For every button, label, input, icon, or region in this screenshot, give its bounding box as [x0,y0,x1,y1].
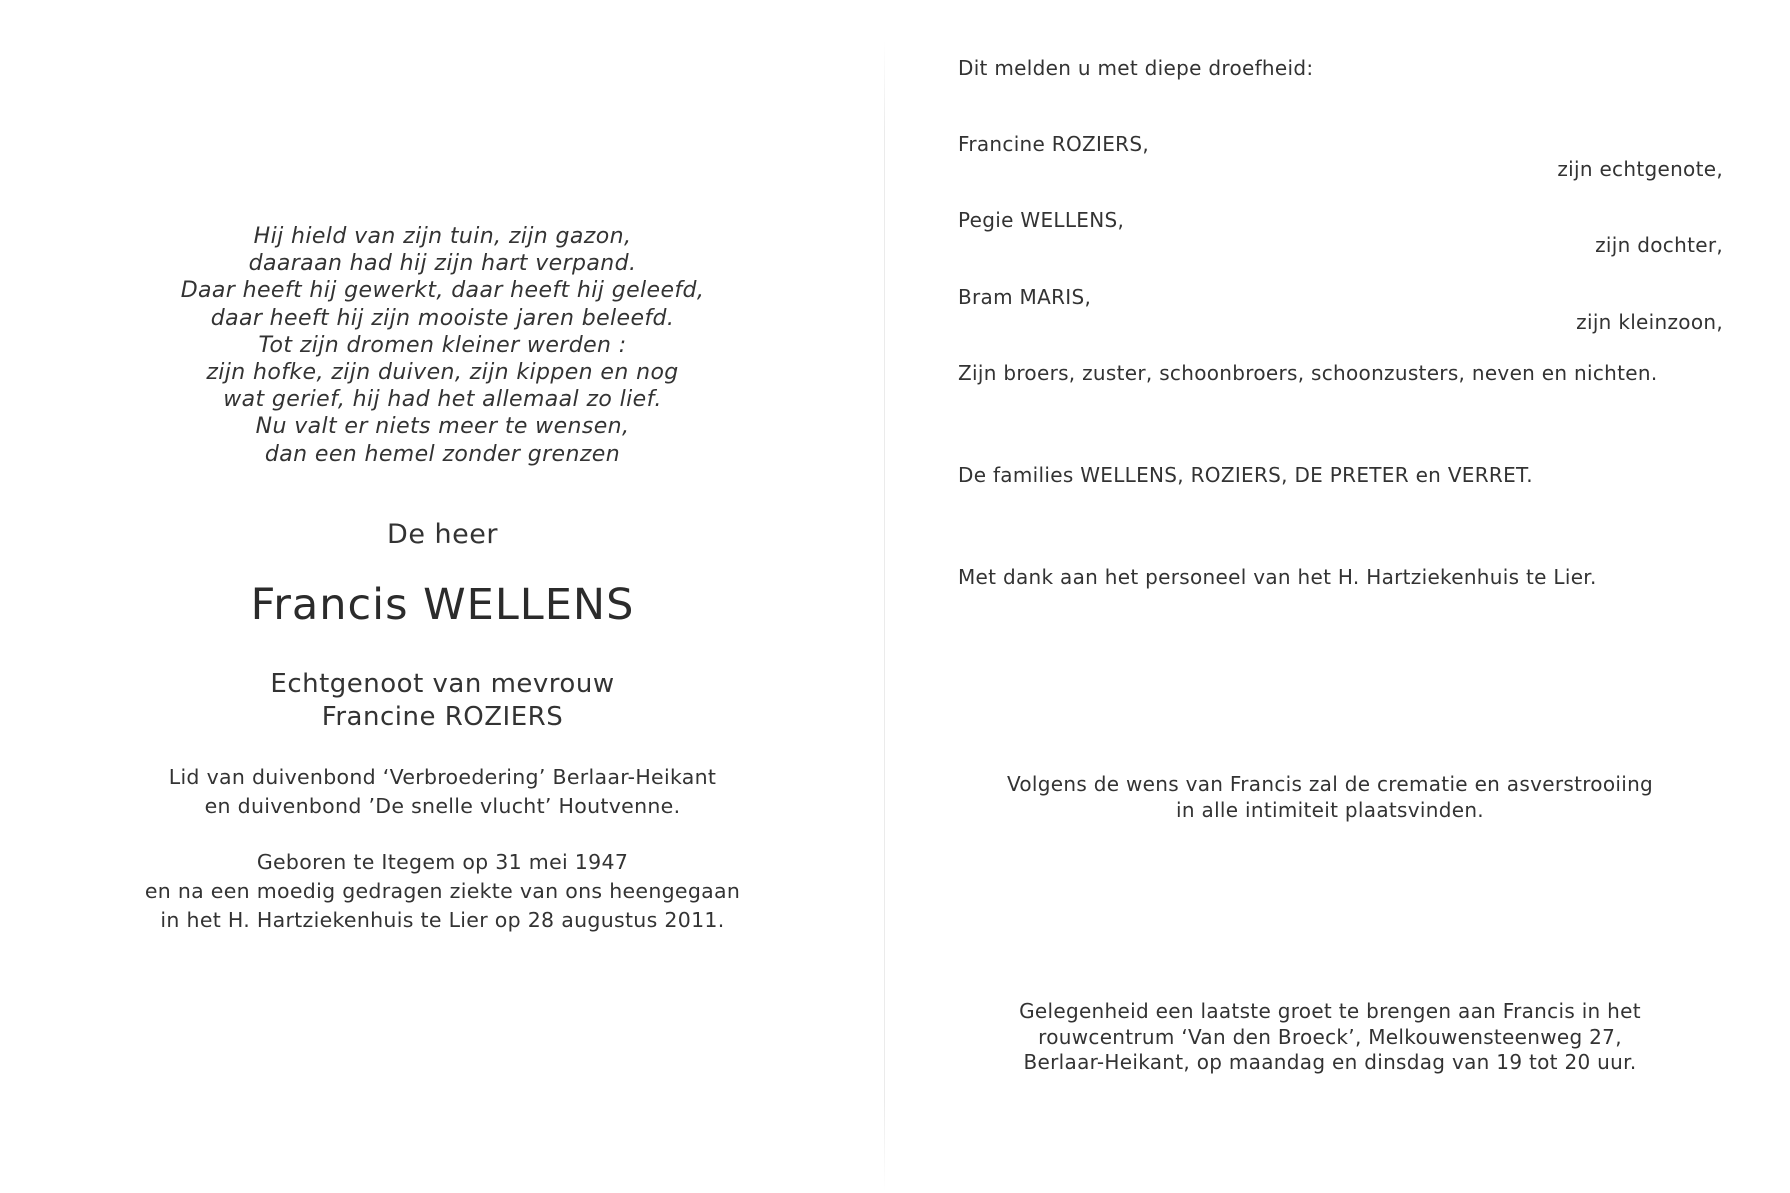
mourner-name: Pegie WELLENS, [958,208,1125,232]
poem-line: zijn hofke, zijn duiven, zijn kippen en nog [206,360,679,386]
visitation-line: rouwcentrum ‘Van den Broeck’, Melkouwensteenweg 27, [1038,1024,1622,1049]
wish-line: Volgens de wens van Francis zal de crematie en asverstrooiing [1006,772,1654,796]
membership-line: Lid van duivenbond ‘Verbroedering’ Berlaar-Heikant [168,765,717,789]
mourner-name: Francine ROZIERS, [958,132,1150,156]
membership-info [0,763,885,821]
mourner-relation: zijn echtgenote, [1557,157,1723,181]
families-text: De families WELLENS, ROZIERS, DE PRETER en VERRET. [958,463,1533,487]
deceased-name: Francis WELLENS [250,580,635,630]
cremation-wish [930,772,1730,823]
poem-line: Hij hield van zijn tuin, zijn gazon, [253,224,632,249]
mourner-name: Bram MARIS, [958,285,1092,309]
membership-line: en duivenbond ’De snelle vlucht’ Houtvenne. [204,794,681,818]
spouse-name: Francine ROZIERS [321,702,564,732]
right-page [885,0,1790,1193]
spouse-line: Echtgenoot van mevrouw [270,669,615,699]
relatives-text: Zijn broers, zuster, schoonbroers, schoonzusters, neven en nichten. [958,361,1658,385]
mourner-relation: zijn kleinzoon, [1576,310,1723,334]
poem-line: Nu valt er niets meer te wensen, [255,414,630,440]
poem-line: Daar heeft hij gewerkt, daar heeft hij geleefd, [180,278,705,304]
poem-line: wat gerief, hij had het allemaal zo lief. [223,387,662,413]
visitation-line: Gelegenheid een laatste groet te brengen aan Francis in het [1019,999,1641,1023]
honorific-title: De heer [387,519,498,550]
visitation-info [930,999,1730,1076]
birth-death-info [0,848,885,935]
intro-text: Dit melden u met diepe droefheid: [958,56,1314,80]
poem-line: daaraan had hij zijn hart verpand. [248,251,637,277]
mourner-relation: zijn dochter, [1595,233,1723,257]
left-page [0,0,885,1193]
thanks-text: Met dank aan het personeel van het H. Hartziekenhuis te Lier. [958,565,1597,589]
birth-line: Geboren te Itegem op 31 mei 1947 [256,850,629,874]
death-line: en na een moedig gedragen ziekte van ons heengegaan [144,879,741,903]
visitation-line: Berlaar-Heikant, op maandag en dinsdag van 19 tot 20 uur. [1023,1050,1637,1074]
death-line: in het H. Hartziekenhuis te Lier op 28 augustus 2011. [160,908,725,932]
poem [0,223,885,468]
wish-line: in alle intimiteit plaatsvinden. [1176,797,1484,822]
poem-line: Tot zijn dromen kleiner werden : [258,332,627,358]
poem-line: daar heeft hij zijn mooiste jaren beleefd. [210,305,675,331]
poem-line: dan een hemel zonder grenzen [264,441,621,467]
spouse-info [0,668,885,734]
